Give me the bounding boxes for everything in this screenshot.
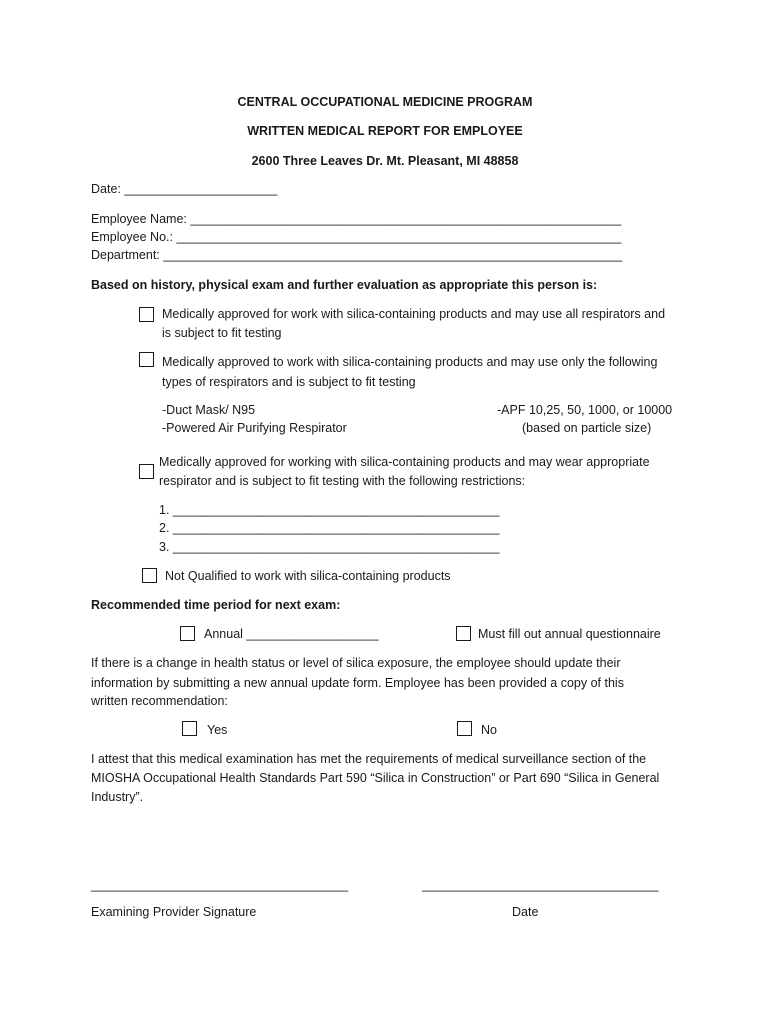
attest-text-line3: Industry”. <box>91 790 144 804</box>
copy-provided-yes-checkbox[interactable] <box>182 721 197 736</box>
form-address: 2600 Three Leaves Dr. Mt. Pleasant, MI 48858 <box>251 154 519 168</box>
approved-all-respirators-checkbox[interactable] <box>139 307 154 322</box>
signature-date-line[interactable]: __________________________________ <box>422 878 659 892</box>
attest-text-line2: MIOSHA Occupational Health Standards Part 590 “Silica in Construction” or Part 690 “Silica in General <box>91 771 660 785</box>
respirator-apf-note: (based on particle size) <box>522 421 652 435</box>
exam-period-heading: Recommended time period for next exam: <box>91 598 341 612</box>
restriction-line-1[interactable]: 1. _______________________________________________ <box>159 503 500 517</box>
option1-text-line1: Medically approved for work with silica-containing products and may use all respirators and <box>162 307 666 321</box>
respirator-duct-mask: -Duct Mask/ N95 <box>162 403 256 417</box>
evaluation-heading: Based on history, physical exam and further evaluation as appropriate this person is: <box>91 278 598 292</box>
restriction-line-3[interactable]: 3. _______________________________________________ <box>159 540 500 554</box>
date-field[interactable]: Date: ______________________ <box>91 182 278 196</box>
signature-label: Examining Provider Signature <box>91 905 257 919</box>
signature-line[interactable]: _____________________________________ <box>91 878 349 892</box>
respirator-papr: -Powered Air Purifying Respirator <box>162 421 347 435</box>
option2-text-line2: types of respirators and is subject to fit testing <box>162 375 416 389</box>
option1-text-line2: is subject to fit testing <box>162 326 282 340</box>
employee-name-field[interactable]: Employee Name: ______________________________________________________________ <box>91 212 622 226</box>
approved-with-restrictions-checkbox[interactable] <box>139 464 154 479</box>
form-report-title: WRITTEN MEDICAL REPORT FOR EMPLOYEE <box>247 124 523 138</box>
option3-text-line1: Medically approved for working with silica-containing products and may wear appropriate <box>159 455 650 469</box>
restriction-line-2[interactable]: 2. _______________________________________________ <box>159 521 500 535</box>
option4-text: Not Qualified to work with silica-containing products <box>165 569 451 583</box>
copy-provided-no-checkbox[interactable] <box>457 721 472 736</box>
no-label: No <box>481 723 497 737</box>
update-text-line2: information by submitting a new annual update form. Employee has been provided a copy of this <box>91 676 624 690</box>
update-text-line1: If there is a change in health status or level of silica exposure, the employee should update their <box>91 656 621 670</box>
not-qualified-checkbox[interactable] <box>142 568 157 583</box>
annual-field[interactable]: Annual ___________________ <box>204 627 379 641</box>
option2-text-line1: Medically approved to work with silica-containing products and may use only the following <box>162 355 658 369</box>
questionnaire-label: Must fill out annual questionnaire <box>478 627 661 641</box>
yes-label: Yes <box>207 723 228 737</box>
form-org-title: CENTRAL OCCUPATIONAL MEDICINE PROGRAM <box>237 95 533 109</box>
update-text-line3: written recommendation: <box>91 694 228 708</box>
questionnaire-checkbox[interactable] <box>456 626 471 641</box>
department-field[interactable]: Department: __________________________________________________________________ <box>91 248 623 262</box>
attest-text-line1: I attest that this medical examination has met the requirements of medical surveillance section of the <box>91 752 647 766</box>
annual-checkbox[interactable] <box>180 626 195 641</box>
employee-number-field[interactable]: Employee No.: ________________________________________________________________ <box>91 230 622 244</box>
approved-limited-respirators-checkbox[interactable] <box>139 352 154 367</box>
option3-text-line2: respirator and is subject to fit testing with the following restrictions: <box>159 474 526 488</box>
respirator-apf-values: -APF 10,25, 50, 1000, or 10000 <box>497 403 673 417</box>
signature-date-label: Date <box>512 905 539 919</box>
